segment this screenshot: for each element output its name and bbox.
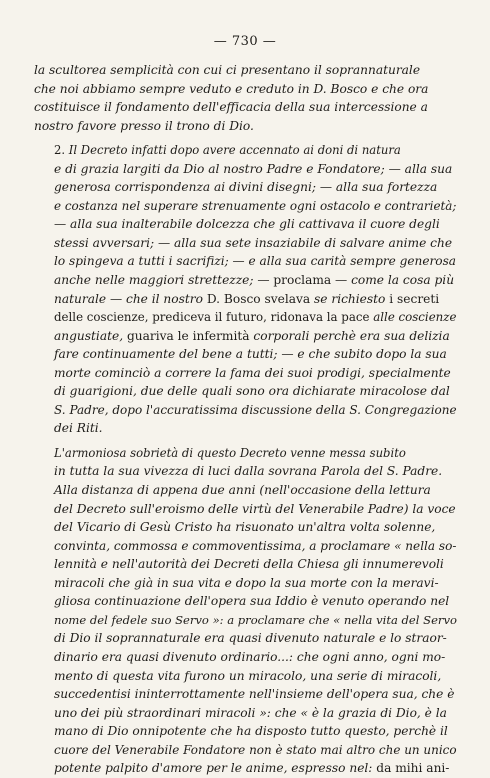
roman-text-run: guariva le infermità [126, 328, 254, 343]
text-line [34, 667, 456, 686]
text-line [34, 215, 456, 234]
italic-text-run: S. Padre, dopo l'accuratissima discussione della S. Congregazione [54, 402, 457, 417]
text-line [34, 444, 456, 463]
italic-text-run: uno dei più straordinari miracoli »: che « è la grazia di Dio, è la [54, 705, 447, 720]
italic-text-run: di guarigioni, due delle quali sono ora dichiarate miracolose dal [54, 384, 450, 399]
text-line [34, 98, 456, 117]
text-line [34, 741, 456, 760]
italic-text-run: del Vicario di Gesù Cristo ha risuonato un'altra volta solenne, [54, 520, 436, 535]
text-line [34, 234, 456, 253]
text-line [34, 481, 456, 500]
roman-text-run: delle coscienze, prediceva il futuro, ridonava la pace [54, 310, 374, 325]
italic-text-run: fare continuamente del bene a tutti; — e che subito dopo la sua [54, 347, 447, 362]
italic-text-run: la scultorea semplicità con cui ci presentano il soprannaturale [34, 63, 421, 77]
italic-text-run: che noi abbiamo sempre veduto e creduto in D. Bosco e che ora [34, 81, 429, 96]
roman-text-run: D. Bosco svelava [206, 291, 311, 306]
italic-text-run: mano di Dio onnipotente che ha disposto tutto questo, perchè il [54, 724, 448, 739]
italic-text-run: gliosa continuazione dell'opera sua Iddio è venuto operando nel [54, 594, 450, 609]
italic-text-run: nostro favore presso il trono di Dio. [34, 118, 254, 133]
italic-text-run: Alla distanza di appena due anni (nell'occasione della lettura [54, 483, 431, 498]
text-line [34, 117, 456, 136]
text-line [34, 80, 456, 99]
italic-text-run: cuore del Venerabile Fondatore non è stato mai altro che un unico [54, 742, 457, 757]
text-line [34, 160, 456, 179]
text-line [34, 629, 456, 648]
italic-text-run: stessi avversari; — alla sua sete insaziabile di salvare anime che [54, 235, 453, 250]
italic-text-run: costituisce il fondamento dell'efficacia della sua intercessione a [34, 100, 428, 115]
text-line [34, 419, 456, 438]
italic-text-run: convinta, commossa e commoventissima, a proclamare « nella so- [54, 538, 457, 553]
text-line [34, 462, 456, 481]
italic-text-run: del Decreto sull'eroismo delle virtù del Venerabile Padre) la voce [54, 501, 456, 516]
italic-text-run: lo spingeva a tutti i sacrifizi; — e alla sua carità sempre generosa [54, 254, 457, 269]
italic-text-run: corporali perchè era sua delizia [253, 328, 450, 343]
italic-text-run: alle coscienze [373, 310, 457, 325]
italic-text-run: naturale — che il nostro [54, 291, 207, 306]
italic-text-run: e di grazia largiti da Dio al nostro Padre e Fondatore; — alla sua [54, 161, 453, 176]
roman-text-run: 2. [54, 143, 69, 158]
italic-text-run: — alla sua inalterabile dolcezza che gli cattivava il cuore degli [54, 217, 440, 232]
page-number: — 730 — [213, 34, 277, 49]
text-line [34, 141, 456, 160]
text-line [34, 574, 456, 593]
italic-text-run: anche nelle maggiori strettezze; — [54, 273, 274, 288]
italic-text-run: nome del fedele suo Servo »: a proclamare che « nella vita del Servo [54, 612, 457, 627]
italic-text-run: succedentisi ininterrottamente nell'insieme dell'opera sua, che è [54, 687, 455, 702]
text-line [34, 345, 456, 364]
text-line [34, 722, 456, 741]
italic-text-run: in tutta la sua vivezza di luci dalla sovrana Parola del S. Padre. [54, 464, 443, 479]
text-line [34, 364, 456, 383]
text-line [34, 271, 456, 290]
text-line [34, 685, 456, 704]
text-line [34, 252, 456, 271]
page-text-body [34, 61, 456, 778]
text-line [34, 290, 456, 309]
italic-text-run: generosa corrispondenza ai divini disegni; — alla sua fortezza [54, 180, 438, 195]
text-line [34, 327, 456, 346]
text-line [34, 648, 456, 667]
italic-text-run: miracoli che già in sua vita e dopo la sua morte con la meravi- [54, 575, 439, 590]
text-line [34, 61, 456, 80]
italic-text-run: e costanza nel superare strenuamente ogni ostacolo e contrarietà; [54, 198, 457, 213]
text-line [34, 382, 456, 401]
italic-text-run: potente palpito d'amore per le anime, espresso nel: [54, 761, 377, 776]
italic-text-run: di Dio il soprannaturale era quasi divenuto naturale e lo straor- [54, 631, 447, 646]
italic-text-run: Il Decreto infatti dopo avere accennato ai doni di natura [68, 143, 401, 158]
paragraph [34, 141, 456, 438]
text-line [34, 197, 456, 216]
italic-text-run: dei Riti. [54, 421, 103, 436]
italic-text-run: se richiesto [310, 291, 390, 306]
italic-text-run: morte cominciò a correre la fama dei suoi prodigi, specialmente [54, 365, 451, 380]
roman-text-run: i secreti [389, 291, 440, 306]
paragraph [34, 61, 456, 135]
text-line [34, 759, 456, 778]
italic-text-run: lennità e nell'autorità dei Decreti della Chiesa gli innumerevoli [54, 557, 444, 572]
italic-text-run: L'armoniosa sobrietà di questo Decreto venne messa subito [54, 445, 406, 460]
text-line [34, 537, 456, 556]
roman-text-run: da mihi ani- [376, 761, 450, 776]
text-line [34, 518, 456, 537]
italic-text-run: angustiate, [54, 328, 127, 343]
italic-text-run: mento di questa vita furono un miracolo, una serie di miracoli, [54, 668, 442, 683]
text-line [34, 500, 456, 519]
italic-text-run: dinario era quasi divenuto ordinario...: che ogni anno, ogni mo- [54, 649, 446, 664]
text-line [34, 401, 456, 420]
text-line [34, 592, 456, 611]
text-line [34, 555, 456, 574]
text-line [34, 178, 456, 197]
text-line [34, 704, 456, 723]
text-line [34, 308, 456, 327]
italic-text-run: — come la cosa più [331, 273, 455, 288]
roman-text-run: proclama [273, 273, 332, 288]
paragraph [34, 444, 456, 778]
text-line [34, 611, 456, 630]
